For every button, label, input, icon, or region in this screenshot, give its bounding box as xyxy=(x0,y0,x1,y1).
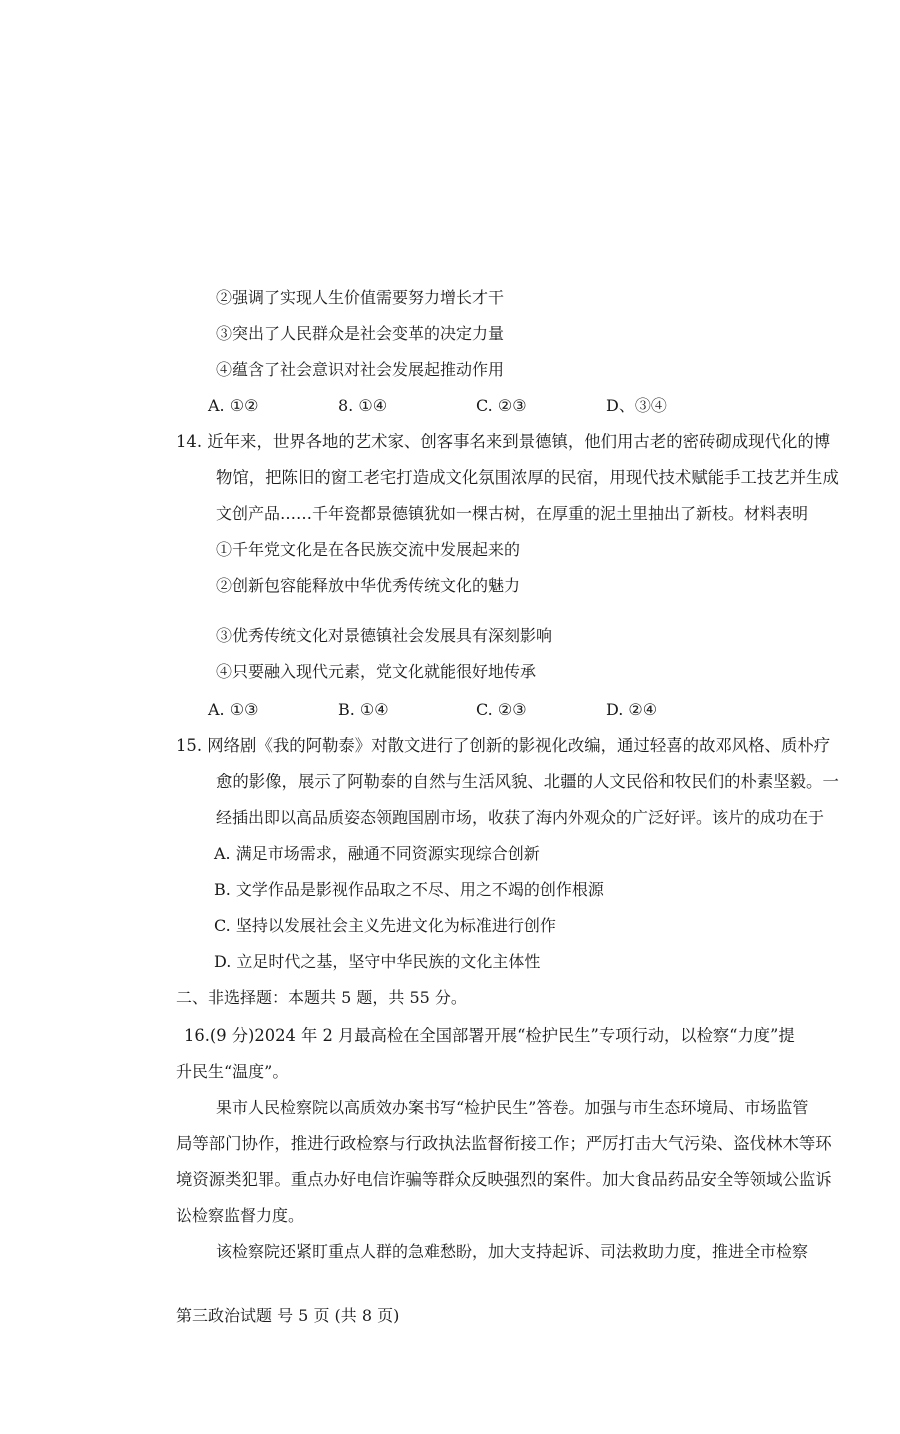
q14-option-a: A. ①③ xyxy=(208,700,259,719)
q15-option-d: D. 立足时代之基，坚守中华民族的文化主体性 xyxy=(214,952,541,971)
q15-option-a: A. 满足市场需求，融通不同资源实现综合创新 xyxy=(214,844,540,863)
q16-para1-line-4: 讼检察监督力度。 xyxy=(176,1206,305,1225)
q16-stem-line-1: 16.(9 分)2024 年 2 月最高检在全国部署开展“检护民生”专项行动，以检察“力度”提 xyxy=(184,1026,795,1045)
q14-stem-line-2: 物馆，把陈旧的窗工老宅打造成文化氛围浓厚的民宿，用现代技术赋能手工技艺并生成 xyxy=(216,468,839,487)
q13-option-c: C. ②③ xyxy=(476,396,527,415)
q13-item-4: ④蕴含了社会意识对社会发展起推动作用 xyxy=(216,360,505,379)
q14-item-4: ④只要融入现代元素，党文化就能很好地传承 xyxy=(216,662,537,681)
q15-option-c: C. 坚持以发展社会主义先进文化为标准进行创作 xyxy=(214,916,556,935)
q13-options xyxy=(208,395,808,417)
q13-option-d: D、③④ xyxy=(606,396,667,415)
q15-stem-line-3: 经插出即以高品质姿态领跑国剧市场，收获了海内外观众的广泛好评。该片的成功在于 xyxy=(216,808,825,827)
q16-stem-line-2: 升民生“温度”。 xyxy=(176,1062,289,1081)
q16-para2-line-1: 该检察院还紧盯重点人群的急难愁盼，加大支持起诉、司法救助力度，推进全市检察 xyxy=(216,1242,809,1261)
q15-option-b: B. 文学作品是影视作品取之不尽、用之不竭的创作根源 xyxy=(214,880,604,899)
q16-para1-line-2: 局等部门协作，推进行政检察与行政执法监督衔接工作；严厉打击大气污染、盗伐林木等环 xyxy=(176,1134,832,1153)
q13-option-b: 8. ①④ xyxy=(338,396,388,415)
q14-item-3: ③优秀传统文化对景德镇社会发展具有深刻影响 xyxy=(216,626,553,645)
q13-option-a: A. ①② xyxy=(208,396,259,415)
q13-item-2: ②强调了实现人生价值需要努力增长才干 xyxy=(216,288,505,307)
q15-stem-line-2: 愈的影像，展示了阿勒泰的自然与生活风貌、北疆的人文民俗和牧民们的朴素坚毅。一 xyxy=(216,772,839,791)
q14-item-2: ②创新包容能释放中华优秀传统文化的魅力 xyxy=(216,576,521,595)
q14-item-1: ①千年党文化是在各民族交流中发展起来的 xyxy=(216,540,521,559)
q14-stem-line-1: 14. 近年来，世界各地的艺术家、创客事名来到景德镇，他们用古老的密砖砌成现代化的博 xyxy=(176,432,831,451)
q14-option-c: C. ②③ xyxy=(476,700,527,719)
page-footer: 第三政治试题 号 5 页 (共 8 页) xyxy=(176,1306,400,1325)
section-heading: 二、非选择题：本题共 5 题，共 55 分。 xyxy=(176,988,467,1007)
q16-para1-line-1: 果市人民检察院以高质效办案书写“检护民生”答卷。加强与市生态环境局、市场监管 xyxy=(216,1098,809,1117)
q14-options xyxy=(208,699,808,721)
q14-option-b: B. ①④ xyxy=(338,700,389,719)
q14-option-d: D. ②④ xyxy=(606,700,658,719)
q14-stem-line-3: 文创产品……千年瓷都景德镇犹如一棵古树，在厚重的泥土里抽出了新枝。材料表明 xyxy=(216,504,809,523)
q15-stem-line-1: 15. 网络剧《我的阿勒泰》对散文进行了创新的影视化改编，通过轻喜的故邓风格、质朴疗 xyxy=(176,736,831,755)
q13-item-3: ③突出了人民群众是社会变革的决定力量 xyxy=(216,324,505,343)
q16-para1-line-3: 境资源类犯罪。重点办好电信诈骗等群众反映强烈的案件。加大食品药品安全等领域公监诉 xyxy=(176,1170,832,1189)
